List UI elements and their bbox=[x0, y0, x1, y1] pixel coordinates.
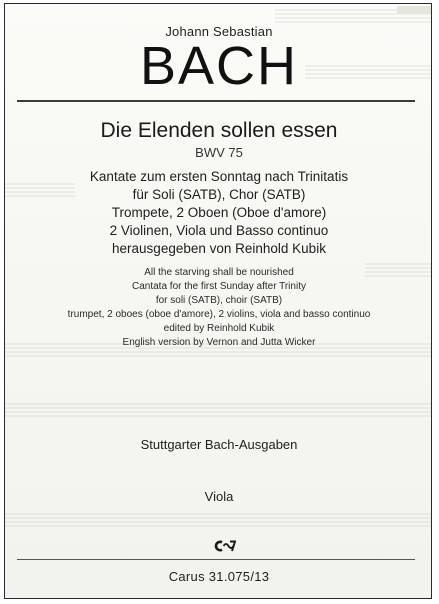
english-subtitle-line: All the starving shall be nourished bbox=[144, 267, 294, 278]
german-subtitle-line: herausgegeben von Reinhold Kubik bbox=[112, 241, 326, 256]
edition-number: Carus 31.075/13 bbox=[168, 569, 270, 584]
english-subtitle-line: English version by Vernon and Jutta Wicker bbox=[122, 337, 316, 348]
edition-series: Stuttgarter Bach-Ausgaben bbox=[140, 437, 298, 452]
work-title: Die Elenden sollen essen bbox=[100, 119, 338, 142]
bwv-number: BWV 75 bbox=[195, 145, 243, 160]
cover-page bbox=[4, 3, 432, 599]
english-subtitle-line: edited by Reinhold Kubik bbox=[163, 323, 275, 334]
german-subtitle-line: Trompete, 2 Oboen (Oboe d'amore) bbox=[111, 205, 327, 220]
english-subtitle-line: trumpet, 2 oboes (oboe d'amore), 2 violins, viola and basso continuo bbox=[67, 309, 371, 320]
top-divider bbox=[17, 100, 415, 102]
composer-first-name: Johann Sebastian bbox=[165, 24, 273, 39]
composer-surname: BACH bbox=[139, 36, 299, 96]
german-subtitle-line: für Soli (SATB), Chor (SATB) bbox=[132, 187, 306, 202]
carus-logo-icon bbox=[214, 540, 236, 552]
english-subtitle-line: Cantata for the first Sunday after Trinity bbox=[132, 281, 306, 292]
german-subtitle-line: Kantate zum ersten Sonntag nach Trinitatis bbox=[89, 169, 349, 184]
german-subtitle-line: 2 Violinen, Viola und Basso continuo bbox=[109, 223, 329, 238]
instrument-part: Viola bbox=[204, 489, 234, 504]
english-subtitle-line: for soli (SATB), choir (SATB) bbox=[155, 295, 283, 306]
bottom-divider bbox=[17, 559, 415, 560]
